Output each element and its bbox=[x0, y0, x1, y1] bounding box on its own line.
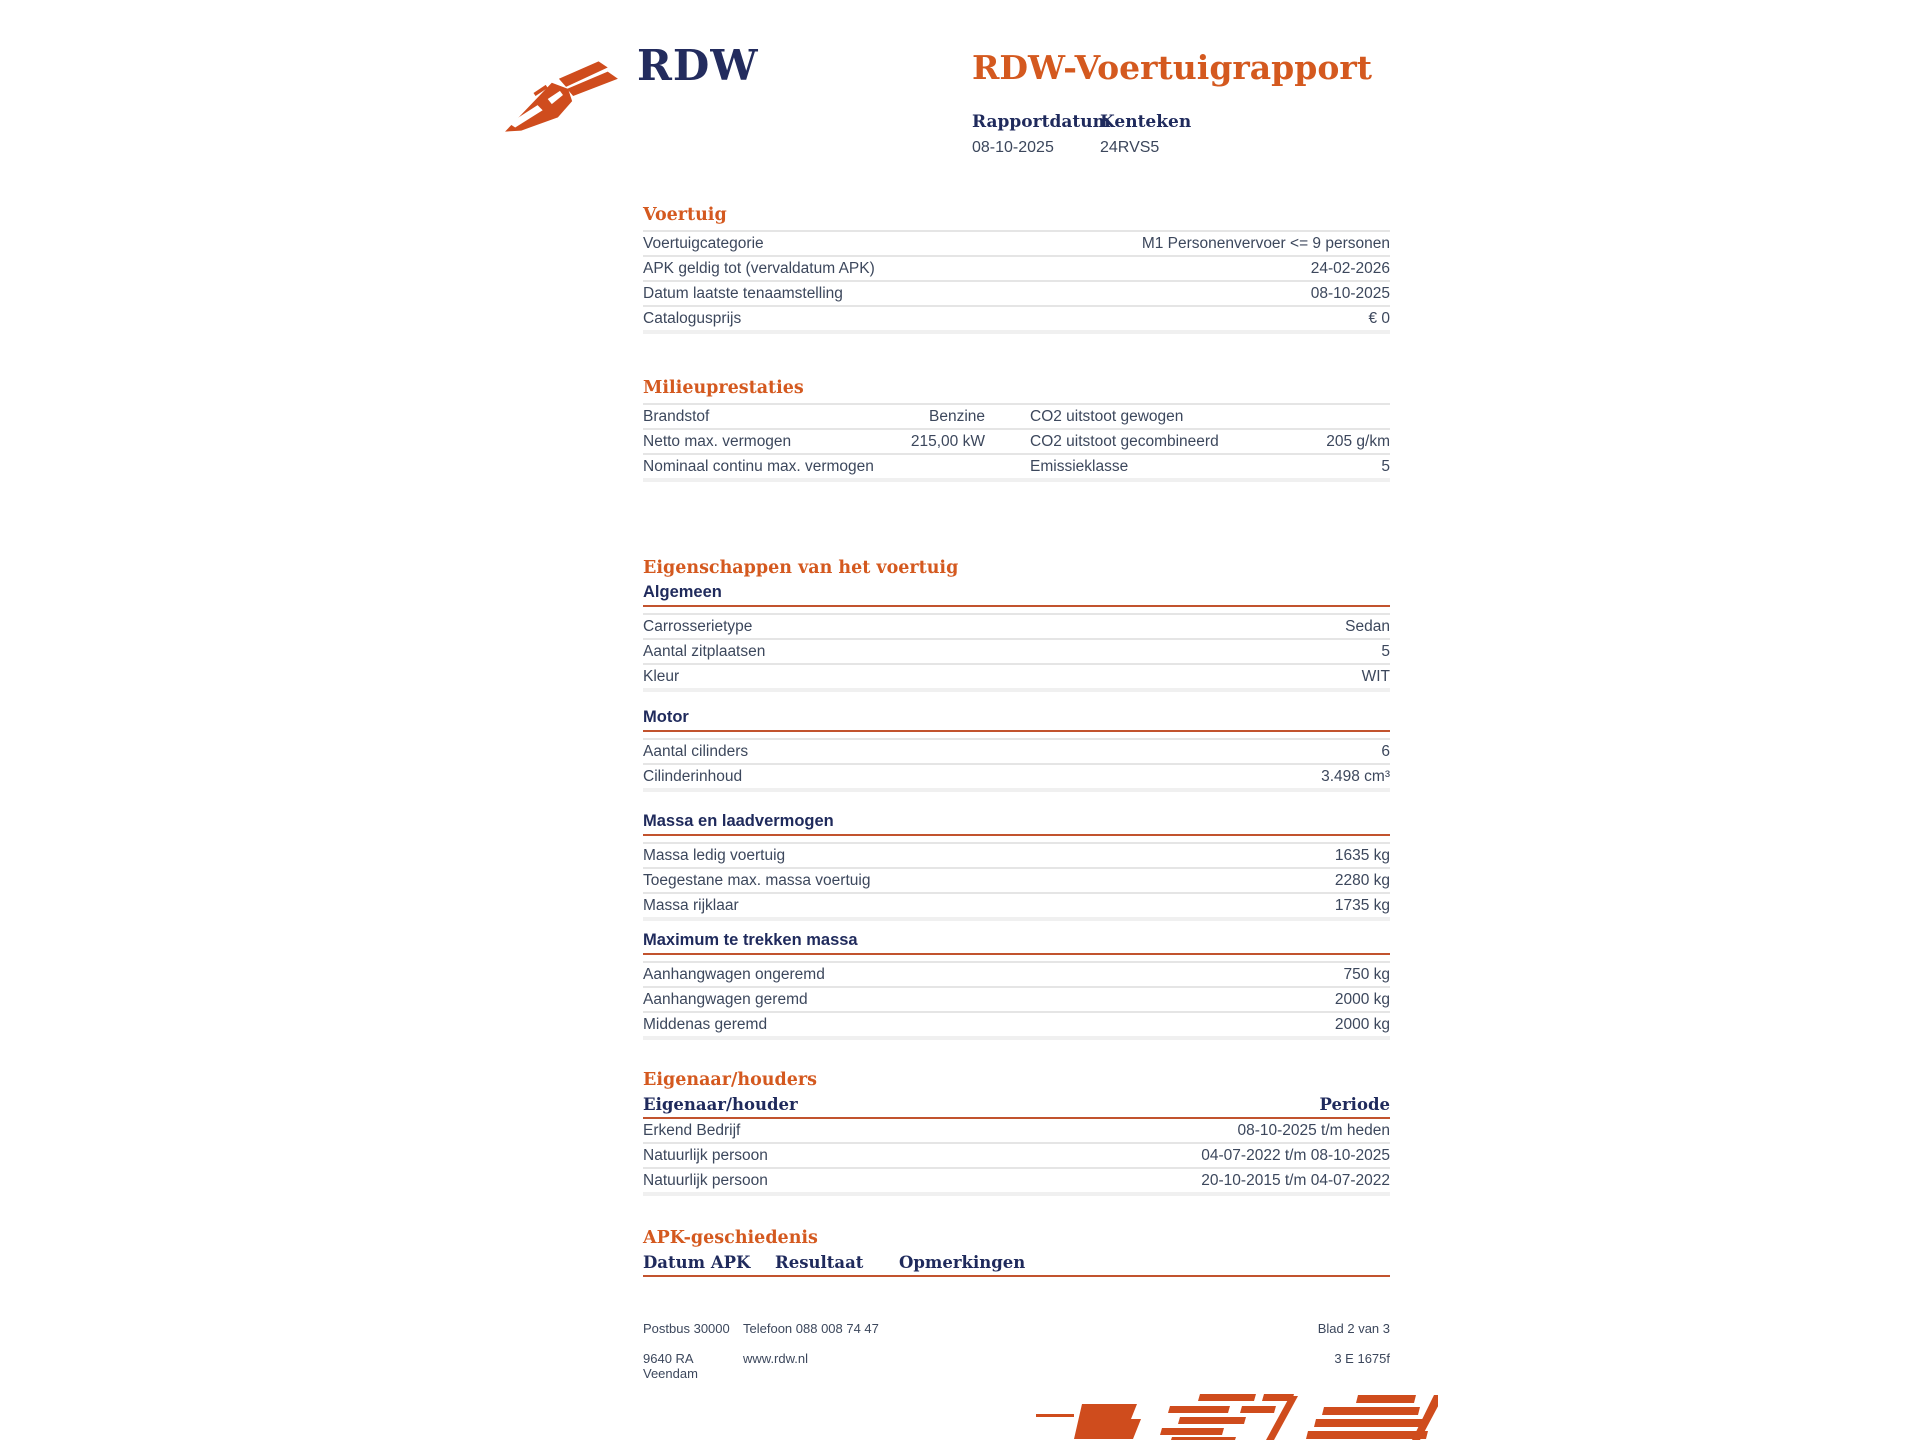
table-row bbox=[643, 867, 1390, 892]
column-header: Datum APK bbox=[643, 1253, 751, 1272]
orange-rule bbox=[643, 605, 1390, 607]
section-voertuig bbox=[643, 205, 1390, 334]
column-header: Resultaat bbox=[775, 1253, 864, 1272]
row-value: € 0 bbox=[1368, 309, 1390, 327]
report-date-value: 08-10-2025 bbox=[972, 139, 1054, 157]
motor-table bbox=[643, 738, 1390, 792]
subsection-title: Motor bbox=[643, 708, 689, 726]
footer-address-line1: Postbus 30000 bbox=[643, 1321, 730, 1336]
orange-rule bbox=[643, 1275, 1390, 1277]
eigenaar-table-header bbox=[643, 1095, 1390, 1114]
column-header: Eigenaar/houder bbox=[643, 1095, 798, 1114]
report-date bbox=[972, 112, 1111, 157]
table-row bbox=[643, 230, 1390, 255]
section-apk bbox=[643, 1228, 1390, 1277]
row-value: 3.498 cm³ bbox=[1321, 767, 1390, 785]
row-label: Netto max. vermogen bbox=[643, 432, 792, 450]
footer-phone: Telefoon 088 008 74 47 bbox=[743, 1321, 879, 1336]
subsection-title: Massa en laadvermogen bbox=[643, 812, 834, 830]
apk-table-header bbox=[643, 1253, 1390, 1272]
report-meta bbox=[972, 112, 1390, 157]
column-header: Opmerkingen bbox=[899, 1253, 1026, 1272]
row-value: 1635 kg bbox=[1334, 846, 1390, 864]
row-value: WIT bbox=[1361, 667, 1390, 685]
row-value: 2000 kg bbox=[1334, 1015, 1390, 1033]
row-value: 24-02-2026 bbox=[1310, 259, 1390, 277]
subsection-algemeen bbox=[643, 583, 1390, 692]
row-value: 20-10-2015 t/m 04-07-2022 bbox=[1201, 1171, 1390, 1189]
row-label: CO2 uitstoot gecombineerd bbox=[1030, 432, 1219, 450]
row-label: Massa rijklaar bbox=[643, 896, 739, 914]
section-milieuprestaties bbox=[643, 378, 1390, 482]
row-value: 750 kg bbox=[1343, 965, 1390, 983]
section-title: Eigenschappen van het voertuig bbox=[643, 558, 959, 578]
table-row bbox=[643, 428, 1390, 453]
row-label: Datum laatste tenaamstelling bbox=[643, 284, 843, 302]
row-label: Kleur bbox=[643, 667, 680, 685]
table-row bbox=[643, 305, 1390, 330]
subsection-title: Algemeen bbox=[643, 583, 722, 601]
rdw-feather-icon bbox=[503, 58, 625, 134]
table-row bbox=[643, 638, 1390, 663]
table-row bbox=[643, 961, 1390, 986]
milieu-table bbox=[643, 403, 1390, 482]
footer-row bbox=[643, 1321, 1390, 1336]
table-row bbox=[643, 1119, 1390, 1142]
row-label: CO2 uitstoot gewogen bbox=[1030, 407, 1184, 425]
section-title: APK-geschiedenis bbox=[643, 1228, 818, 1248]
section-title: Eigenaar/houders bbox=[643, 1070, 817, 1090]
row-value: M1 Personenvervoer <= 9 personen bbox=[1141, 234, 1390, 252]
section-title: Voertuig bbox=[643, 205, 727, 225]
rdw-stripes-icon bbox=[1032, 1393, 1438, 1440]
row-label: Natuurlijk persoon bbox=[643, 1146, 768, 1164]
page-title: RDW-Voertuigrapport bbox=[972, 48, 1372, 87]
row-value: 5 bbox=[1381, 642, 1390, 660]
rdw-logo-text: RDW bbox=[637, 41, 759, 90]
massa-table bbox=[643, 842, 1390, 921]
row-label: Carrosserietype bbox=[643, 617, 753, 635]
footer-doc-code: 3 E 1675f bbox=[1334, 1351, 1390, 1366]
footer-row bbox=[643, 1351, 1390, 1381]
row-value: 08-10-2025 bbox=[1310, 284, 1390, 302]
row-label: Aanhangwagen ongeremd bbox=[643, 965, 825, 983]
row-label: Catalogusprijs bbox=[643, 309, 742, 327]
header-right bbox=[972, 50, 1390, 157]
row-label: Brandstof bbox=[643, 407, 710, 425]
report-page bbox=[637, 41, 1390, 1381]
table-row bbox=[643, 738, 1390, 763]
license-plate-label: Kenteken bbox=[1100, 112, 1192, 133]
row-label: Middenas geremd bbox=[643, 1015, 768, 1033]
subsection-massa bbox=[643, 812, 1390, 921]
orange-rule bbox=[643, 953, 1390, 955]
row-label: Nominaal continu max. vermogen bbox=[643, 457, 874, 475]
table-row bbox=[643, 842, 1390, 867]
footer-address-line2: 9640 RA Veendam bbox=[643, 1351, 698, 1381]
row-label: Natuurlijk persoon bbox=[643, 1171, 768, 1189]
trekken-massa-table bbox=[643, 961, 1390, 1040]
table-row bbox=[643, 613, 1390, 638]
report-date-label: Rapportdatum bbox=[972, 112, 1111, 133]
row-value: 205 g/km bbox=[1326, 432, 1390, 450]
row-value: 2280 kg bbox=[1334, 871, 1390, 889]
orange-rule bbox=[643, 834, 1390, 836]
table-row bbox=[643, 986, 1390, 1011]
row-value: Sedan bbox=[1345, 617, 1390, 635]
license-plate-value: 24RVS5 bbox=[1100, 139, 1160, 157]
row-label: Aanhangwagen geremd bbox=[643, 990, 808, 1008]
table-row bbox=[643, 1142, 1390, 1167]
row-label: Emissieklasse bbox=[1030, 457, 1129, 475]
subsection-trekken-massa bbox=[643, 931, 1390, 1040]
row-label: Toegestane max. massa voertuig bbox=[643, 871, 871, 889]
row-value: Benzine bbox=[928, 407, 985, 425]
table-row bbox=[643, 453, 1390, 478]
table-row bbox=[643, 403, 1390, 428]
row-value: 2000 kg bbox=[1334, 990, 1390, 1008]
table-row bbox=[643, 1011, 1390, 1036]
table-row bbox=[643, 255, 1390, 280]
footer-website: www.rdw.nl bbox=[743, 1351, 809, 1366]
section-eigenaar bbox=[643, 1070, 1390, 1196]
eigenaar-table bbox=[643, 1119, 1390, 1196]
row-value: 1735 kg bbox=[1334, 896, 1390, 914]
orange-rule bbox=[643, 730, 1390, 732]
section-eigenschappen bbox=[643, 558, 1390, 1040]
row-value: 5 bbox=[1381, 457, 1390, 475]
row-label: Aantal cilinders bbox=[643, 742, 749, 760]
report-header bbox=[637, 41, 1390, 205]
row-label: Voertuigcategorie bbox=[643, 234, 764, 252]
row-label: Massa ledig voertuig bbox=[643, 846, 786, 864]
table-row bbox=[643, 892, 1390, 917]
row-value: 08-10-2025 t/m heden bbox=[1237, 1121, 1390, 1139]
column-header: Periode bbox=[1319, 1095, 1390, 1114]
row-label: Cilinderinhoud bbox=[643, 767, 743, 785]
row-value: 04-07-2022 t/m 08-10-2025 bbox=[1201, 1146, 1390, 1164]
row-label: Aantal zitplaatsen bbox=[643, 642, 766, 660]
subsection-motor bbox=[643, 708, 1390, 792]
table-row bbox=[643, 663, 1390, 688]
voertuig-table bbox=[643, 230, 1390, 334]
page-footer bbox=[643, 1321, 1390, 1381]
table-row bbox=[643, 280, 1390, 305]
row-label: Erkend Bedrijf bbox=[643, 1121, 741, 1139]
subsection-title: Maximum te trekken massa bbox=[643, 931, 858, 949]
table-row bbox=[643, 1167, 1390, 1192]
license-plate bbox=[1100, 112, 1390, 157]
row-value: 215,00 kW bbox=[910, 432, 985, 450]
row-label: APK geldig tot (vervaldatum APK) bbox=[643, 259, 875, 277]
algemeen-table bbox=[643, 613, 1390, 692]
section-title: Milieuprestaties bbox=[643, 378, 804, 398]
row-value: 6 bbox=[1381, 742, 1390, 760]
table-row bbox=[643, 763, 1390, 788]
footer-page-info: Blad 2 van 3 bbox=[1317, 1321, 1390, 1336]
